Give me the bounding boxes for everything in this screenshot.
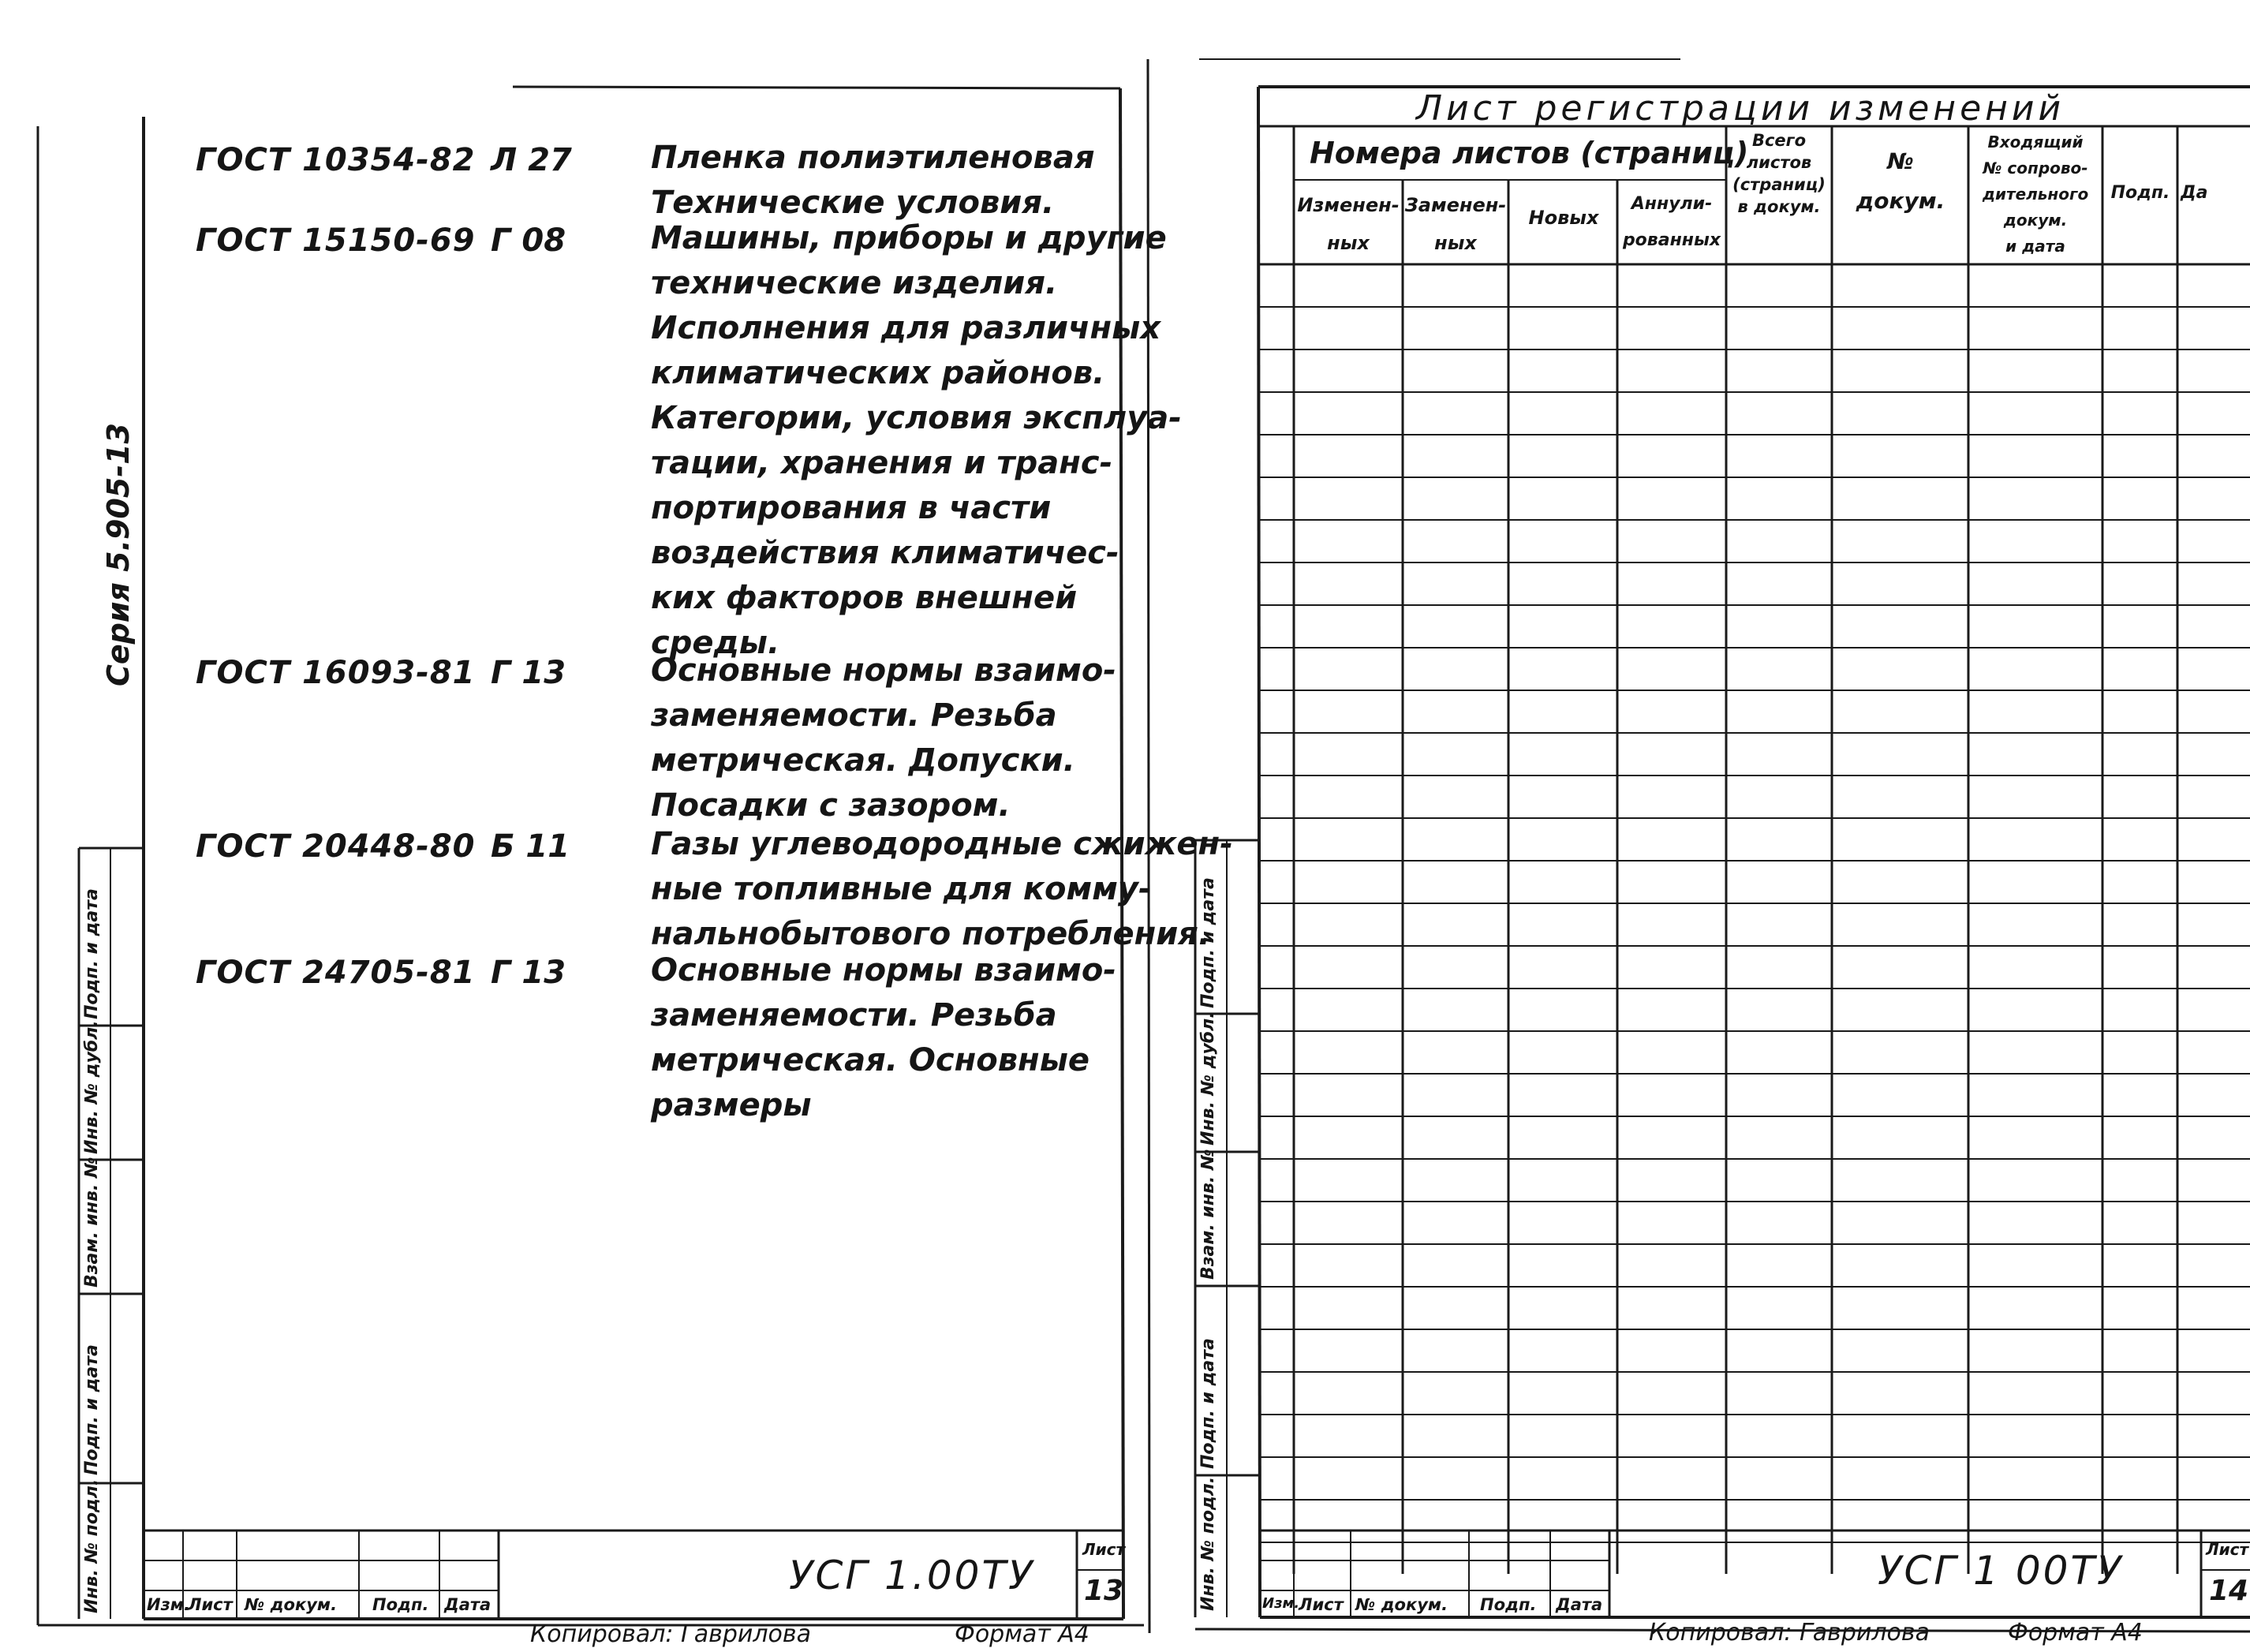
footer-format: Формат А4 xyxy=(955,1620,1089,1648)
gost-code: ГОСТ 20448-80 xyxy=(196,828,476,865)
r-tb-col-data: Дата xyxy=(1556,1595,1603,1614)
gost-title-line: метрическая. Допуски. xyxy=(651,742,1075,779)
header-incoming-doc: Входящий № сопрово- дительного докум. и дата xyxy=(1982,133,2089,256)
r-sheet-label: Лист xyxy=(2206,1540,2249,1559)
gost-title xyxy=(651,216,1182,666)
gost-group: Г 13 xyxy=(491,655,566,691)
header-sheet-numbers: Номера листов (страниц) xyxy=(1310,136,1749,170)
gost-group: Г 08 xyxy=(491,222,566,259)
tb-col-data: Дата xyxy=(444,1595,491,1614)
gost-title-line: Посадки с зазором. xyxy=(651,787,1011,824)
gost-title-line: нальнобытового потребления. xyxy=(651,916,1211,952)
r-side-stamp-vzam-inv: Взам. инв. № xyxy=(1198,1149,1218,1280)
gost-title-line: климатических районов. xyxy=(651,355,1105,391)
r-doc-code: УСГ 1 00ТУ xyxy=(1878,1548,2124,1594)
gost-group: Г 13 xyxy=(491,955,566,991)
gost-group: Л 27 xyxy=(491,142,572,178)
header-new: Новых xyxy=(1528,207,1599,229)
header-cancelled: Аннули- рованных xyxy=(1622,194,1721,250)
header-sign: Подп. xyxy=(2110,183,2170,203)
gost-title-line: заменяемости. Резьба xyxy=(651,997,1057,1033)
gost-title-line: Основные нормы взаимо- xyxy=(651,652,1116,689)
gost-title-line: размеры xyxy=(651,1087,812,1123)
header-changed: Изменен- ных xyxy=(1297,194,1400,254)
gost-code: ГОСТ 10354-82 xyxy=(196,142,476,178)
tb-col-podp: Подп. xyxy=(372,1595,429,1614)
sheet-label: Лист xyxy=(1082,1540,1126,1559)
r-side-stamp-inv-dubl: Инв. № дубл. xyxy=(1198,1011,1218,1146)
side-stamp-vzam-inv: Взам. инв. № xyxy=(82,1157,102,1288)
r-sheet-number: 14 xyxy=(2209,1575,2249,1607)
gost-title-line: воздействия климатичес- xyxy=(651,535,1119,571)
header-replaced: Заменен- ных xyxy=(1404,194,1507,254)
tb-col-izm: Изм. xyxy=(147,1595,190,1614)
gost-title-line: Основные нормы взаимо- xyxy=(651,952,1116,989)
side-stamp-podp-data-2: Подп. и дата xyxy=(82,888,102,1019)
r-side-stamp-podp-data-2: Подп. и дата xyxy=(1198,877,1218,1008)
r-tb-col-podp: Подп. xyxy=(1480,1595,1537,1614)
header-doc-number: № докум. xyxy=(1856,148,1945,214)
tb-col-docnum: № докум. xyxy=(245,1595,338,1614)
gost-title-line: ные топливные для комму- xyxy=(651,871,1152,907)
r-tb-col-docnum: № докум. xyxy=(1355,1595,1448,1614)
side-stamp-inv-dubl: Инв. № дубл. xyxy=(82,1020,102,1154)
r-tb-col-list: Лист xyxy=(1299,1595,1344,1614)
gost-title-line: тации, хранения и транс- xyxy=(651,445,1113,481)
side-stamp-inv-podl: Инв. № подл. xyxy=(82,1478,102,1613)
gost-code: ГОСТ 15150-69 xyxy=(196,222,476,259)
gost-title xyxy=(651,648,1116,828)
r-tb-col-izm: Изм. xyxy=(1262,1595,1300,1612)
gost-title-line: Машины, приборы и другие xyxy=(651,220,1167,256)
gost-title-line: Исполнения для различных xyxy=(651,310,1161,346)
r-footer-copied: Копировал: Гаврилова xyxy=(1649,1619,1930,1646)
series-label: Серия 5.905-13 xyxy=(101,423,136,686)
gost-code: ГОСТ 16093-81 xyxy=(196,655,476,691)
gost-title xyxy=(651,136,1095,226)
gost-title-line: технические изделия. xyxy=(651,265,1058,301)
gost-title-line: Технические условия. xyxy=(651,185,1055,221)
gost-title-line: портирования в части xyxy=(651,490,1052,526)
tb-col-list: Лист xyxy=(188,1595,233,1614)
gost-group: Б 11 xyxy=(491,828,570,865)
sheet-number: 13 xyxy=(1084,1575,1124,1607)
gost-title-line: Категории, условия эксплуа- xyxy=(651,400,1182,436)
r-side-stamp-inv-podl: Инв. № подл. xyxy=(1198,1476,1218,1611)
gost-title xyxy=(651,822,1233,957)
gost-title-line: ких факторов внешней xyxy=(651,580,1078,616)
gost-title-line: среды. xyxy=(651,625,780,661)
header-total-sheets: Всего листов (страниц) в докум. xyxy=(1732,131,1826,216)
gost-title xyxy=(651,948,1116,1128)
header-date: Да xyxy=(2181,183,2208,203)
gost-code: ГОСТ 24705-81 xyxy=(196,955,476,991)
table-title: Лист регистрации изменений xyxy=(1416,88,2065,129)
doc-code: УСГ 1.00ТУ xyxy=(789,1553,1035,1598)
gost-title-line: метрическая. Основные xyxy=(651,1042,1089,1078)
footer-copied: Копировал: Гаврилова xyxy=(530,1620,811,1648)
r-side-stamp-podp-data: Подп. и дата xyxy=(1198,1338,1218,1469)
gost-title-line: Газы углеводородные сжижен- xyxy=(651,826,1233,862)
gost-title-line: заменяемости. Резьба xyxy=(651,697,1057,734)
side-stamp-podp-data: Подп. и дата xyxy=(82,1344,102,1475)
gost-title-line: Пленка полиэтиленовая xyxy=(651,140,1095,176)
r-footer-format: Формат А4 xyxy=(2008,1619,2143,1646)
